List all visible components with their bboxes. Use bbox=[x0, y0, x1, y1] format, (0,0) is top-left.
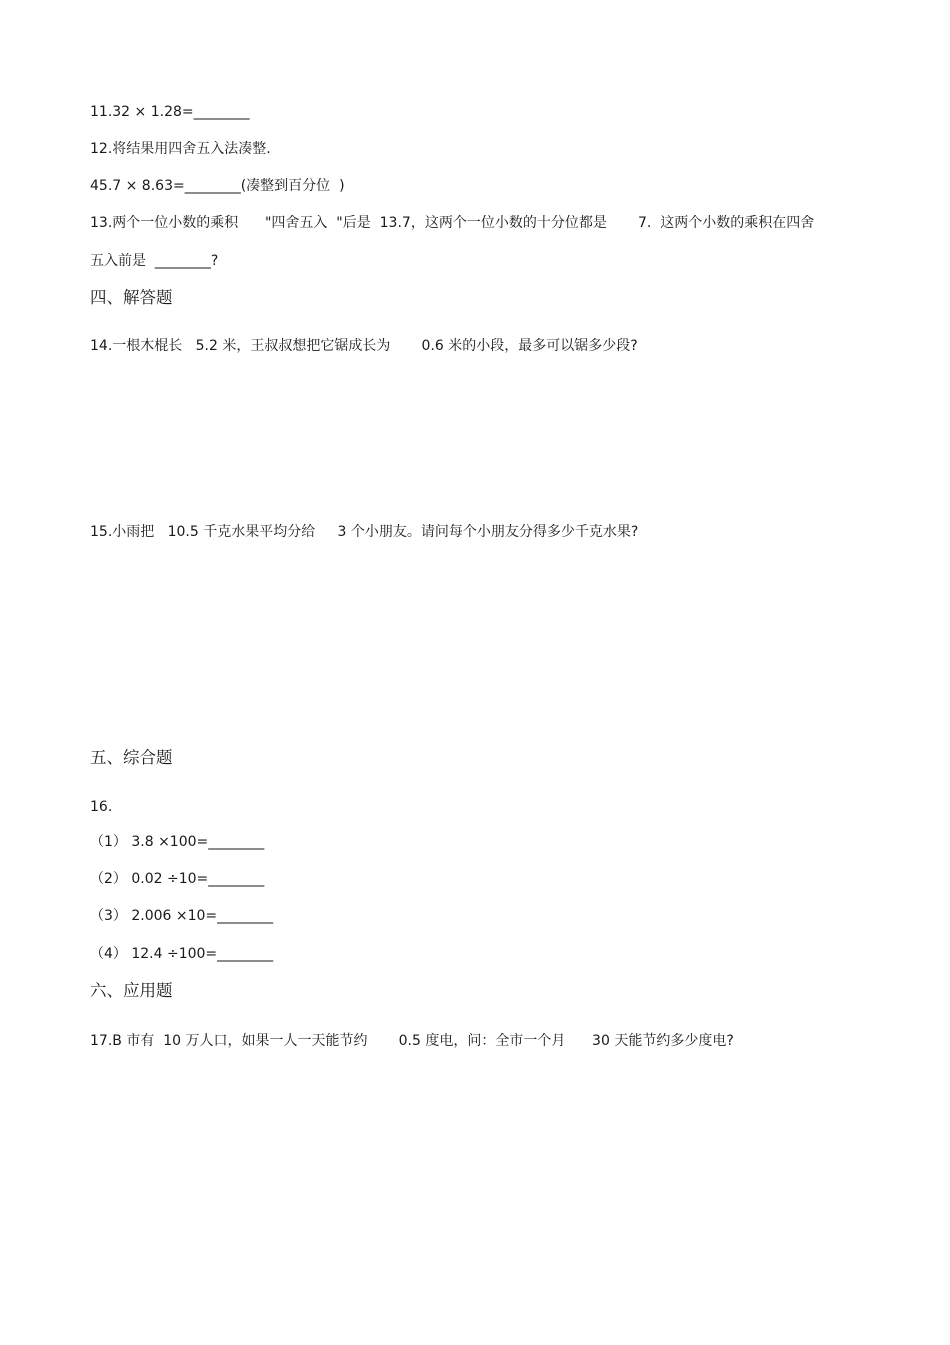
section-5-heading: 五、综合题 bbox=[90, 748, 173, 767]
question-16-part-3: （3） 2.006 ×10=________ bbox=[90, 908, 274, 924]
question-15: 15.小雨把 10.5 千克水果平均分给 3 个小朋友。请问每个小朋友分得多少千克水果? bbox=[90, 524, 639, 540]
question-16: 16. bbox=[90, 799, 113, 815]
question-14: 14.一根木棍长 5.2 米，王叔叔想把它锯成长为 0.6 米的小段，最多可以锯多少段? bbox=[90, 338, 638, 354]
question-16-part-1: （1） 3.8 ×100=________ bbox=[90, 834, 265, 850]
section-6-heading: 六、应用题 bbox=[90, 981, 173, 1000]
section-4-heading: 四、解答题 bbox=[90, 288, 173, 307]
question-17: 17.B 市有 10 万人口，如果一人一天能节约 0.5 度电，问：全市一个月 30 天能节约多少度电? bbox=[90, 1033, 734, 1049]
question-13-line-2: 五入前是 ________? bbox=[90, 253, 219, 269]
question-12-title: 12.将结果用四舍五入法凑整. bbox=[90, 141, 271, 157]
question-12-expression: 45.7 × 8.63=________(凑整到百分位 ) bbox=[90, 178, 345, 194]
question-16-part-4: （4） 12.4 ÷100=________ bbox=[90, 946, 274, 962]
question-16-part-2: （2） 0.02 ÷10=________ bbox=[90, 871, 265, 887]
question-13-line-1: 13.两个一位小数的乘积 "四舍五入 "后是 13.7，这两个一位小数的十分位都是 7. 这两个小数的乘积在四舍 bbox=[90, 215, 815, 231]
question-11: 11.32 × 1.28=________ bbox=[90, 104, 250, 120]
